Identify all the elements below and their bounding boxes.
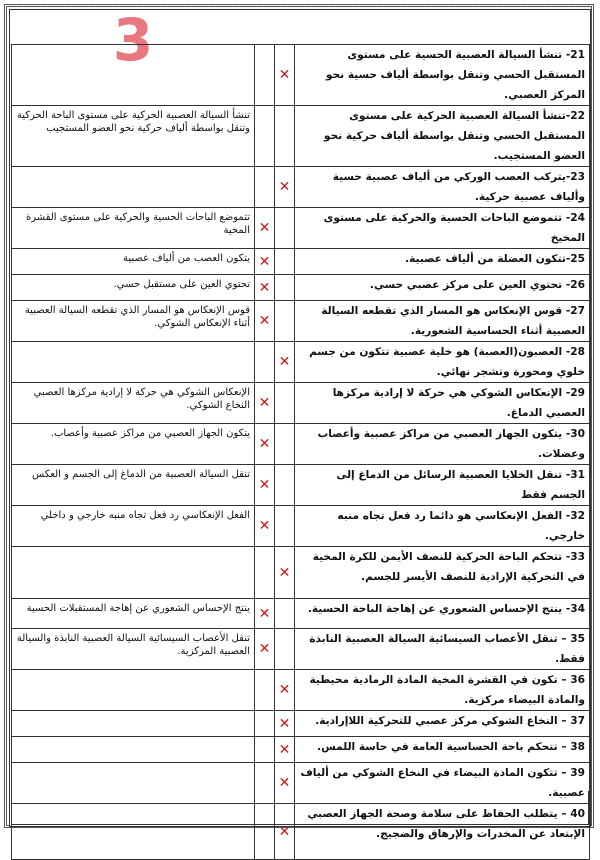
empty-bottom-box — [11, 791, 589, 825]
false-mark-cell — [255, 167, 275, 208]
statement-cell: 33- تتحكم الباحة الحركية للنصف الأيمن للكرة المخية في التحركية الإرادية للنصف الأيسر للجسم. — [295, 547, 590, 599]
statement-cell: 26- تحتوي العين على مركز عصبي حسي. — [295, 275, 590, 301]
statement-cell: 29- الإنعكاس الشوكي هي حركة لا إرادية مركزها العصبي الدماغ. — [295, 383, 590, 424]
correction-cell — [12, 45, 255, 106]
statement-cell: 27- قوس الإنعكاس هو المسار الذي تقطعه السيالة العصبية أثناء الحساسية الشعورية. — [295, 301, 590, 342]
correction-cell: ينتج الإحساس الشعوري عن إهاجة المستقبلات الحسية — [12, 599, 255, 629]
table-row — [12, 275, 590, 301]
table-row — [12, 670, 590, 711]
true-mark-cell — [275, 424, 295, 465]
true-mark-cell: ✕ — [275, 763, 295, 804]
correction-cell: تتموضع الباحات الحسية والحركية على مستوى القشرة المخية — [12, 208, 255, 249]
statement-cell: 40 – يتطلب الحفاظ على سلامة وصحة الجهاز العصبي الإبتعاد عن المخدرات والإرهاق والضجيج. — [295, 804, 590, 860]
table-row — [12, 711, 590, 737]
correction-cell — [12, 670, 255, 711]
correction-cell — [12, 167, 255, 208]
true-mark-cell — [275, 275, 295, 301]
table-row — [12, 249, 590, 275]
true-mark-cell: ✕ — [275, 804, 295, 860]
false-mark-cell: ✕ — [255, 424, 275, 465]
false-mark-cell: ✕ — [255, 599, 275, 629]
false-mark-cell — [255, 670, 275, 711]
true-mark-cell — [275, 106, 295, 167]
false-mark-cell: ✕ — [255, 208, 275, 249]
false-mark-cell: ✕ — [255, 301, 275, 342]
table-row — [12, 629, 590, 670]
correction-cell: يتكون الجهاز العصبي من مراكز عصبية وأعصاب. — [12, 424, 255, 465]
correction-cell — [12, 737, 255, 763]
false-mark-cell: ✕ — [255, 465, 275, 506]
correction-cell: الفعل الإنعكاسي رد فعل تجاه منبه خارجي و داخلي — [12, 506, 255, 547]
false-mark-cell — [255, 547, 275, 599]
false-mark-cell — [255, 737, 275, 763]
statement-cell: 30- يتكون الجهاز العصبي من مراكز عصبية وأعصاب وعضلات. — [295, 424, 590, 465]
true-mark-cell — [275, 249, 295, 275]
table-row — [12, 737, 590, 763]
table-row — [12, 208, 590, 249]
table-row — [12, 599, 590, 629]
true-mark-cell — [275, 599, 295, 629]
statement-cell: 22-تنشأ السيالة العصبية الحركية على مستوى المستقبل الحسي وتنقل بواسطة ألياف حركية نحو العضو المستجيب. — [295, 106, 590, 167]
correction-cell — [12, 342, 255, 383]
false-mark-cell: ✕ — [255, 275, 275, 301]
table-row — [12, 547, 590, 599]
true-mark-cell — [275, 301, 295, 342]
page-number: 3 — [112, 6, 154, 74]
statement-cell: 25-تتكون العضلة من ألياف عصبية. — [295, 249, 590, 275]
statement-cell: 39 – تتكون المادة البيضاء في النخاع الشوكي من ألياف عصبية. — [295, 763, 590, 804]
statement-cell: 36 – تكون في القشرة المخية المادة الرمادية محيطية والمادة البيضاء مركزية. — [295, 670, 590, 711]
statement-cell: 32- الفعل الإنعكاسي هو دائما رد فعل تجاه منبه خارجي. — [295, 506, 590, 547]
table-row — [12, 506, 590, 547]
correction-cell: تنقل الأعصاب السيسائية السيالة العصبية النابذة والسيالة العصبية المركزية. — [12, 629, 255, 670]
true-mark-cell: ✕ — [275, 737, 295, 763]
correction-cell: تنشأ السيالة العصبية الحركية على مستوى الباحة الحركية وتنقل بواسطة ألياف حركية نحو العضو المستجيب — [12, 106, 255, 167]
correction-cell: يتكون العصب من ألياف عصبية — [12, 249, 255, 275]
statement-cell: 34- ينتج الإحساس الشعوري عن إهاجة الباحة الحسية. — [295, 599, 590, 629]
correction-cell: تنقل السيالة العصبية من الدماغ إلى الجسم و العكس — [12, 465, 255, 506]
true-mark-cell: ✕ — [275, 670, 295, 711]
statement-cell: 31- تنقل الخلايا العصبية الرسائل من الدماغ إلى الجسم فقط — [295, 465, 590, 506]
table-row — [12, 342, 590, 383]
statement-cell: 23-يتركب العصب الوركي من ألياف عصبية حسية وألياف عصبية حركية. — [295, 167, 590, 208]
false-mark-cell — [255, 45, 275, 106]
true-mark-cell — [275, 629, 295, 670]
false-mark-cell — [255, 342, 275, 383]
correction-cell: الإنعكاس الشوكي هي حركة لا إرادية مركزها العصبي النخاع الشوكي. — [12, 383, 255, 424]
table-row — [12, 167, 590, 208]
true-mark-cell: ✕ — [275, 711, 295, 737]
table-row — [12, 106, 590, 167]
true-mark-cell: ✕ — [275, 45, 295, 106]
correction-cell — [12, 547, 255, 599]
statement-cell: 28- العصبون(العصبة) هو خلية عصبية تتكون من جسم خلوي ومحورة وتشجر نهائي. — [295, 342, 590, 383]
table-row — [12, 383, 590, 424]
false-mark-cell: ✕ — [255, 506, 275, 547]
correction-cell: تحتوي العين على مستقبل حسي. — [12, 275, 255, 301]
true-mark-cell: ✕ — [275, 342, 295, 383]
table-row — [12, 465, 590, 506]
true-false-table — [11, 44, 590, 860]
table-row — [12, 45, 590, 106]
table-row — [12, 301, 590, 342]
statement-cell: 35 – تنقل الأعصاب السيسائية السيالة العصبية النابذة فقط. — [295, 629, 590, 670]
false-mark-cell: ✕ — [255, 249, 275, 275]
false-mark-cell — [255, 106, 275, 167]
correction-cell — [12, 711, 255, 737]
true-mark-cell — [275, 506, 295, 547]
statement-cell: 21- تنشأ السيالة العصبية الحسية على مستوى المستقبل الحسي وتنقل بواسطة ألياف حسية نحو المركز العصبي. — [295, 45, 590, 106]
true-mark-cell — [275, 383, 295, 424]
statement-cell: 37 – النخاع الشوكي مركز عصبي للتحركية اللاإرادية. — [295, 711, 590, 737]
false-mark-cell: ✕ — [255, 629, 275, 670]
true-mark-cell: ✕ — [275, 547, 295, 599]
correction-cell: قوس الإنعكاس هو المسار الذي تقطعه السيالة العصبية أثناء الإنعكاس الشوكي. — [12, 301, 255, 342]
false-mark-cell — [255, 711, 275, 737]
false-mark-cell: ✕ — [255, 383, 275, 424]
true-mark-cell: ✕ — [275, 167, 295, 208]
statement-cell: 24- تتموضع الباحات الحسية والحركية على مستوى المخيخ — [295, 208, 590, 249]
true-mark-cell — [275, 465, 295, 506]
table-row — [12, 424, 590, 465]
true-mark-cell — [275, 208, 295, 249]
statement-cell: 38 – تتحكم باحة الحساسية العامة في حاسة اللمس. — [295, 737, 590, 763]
